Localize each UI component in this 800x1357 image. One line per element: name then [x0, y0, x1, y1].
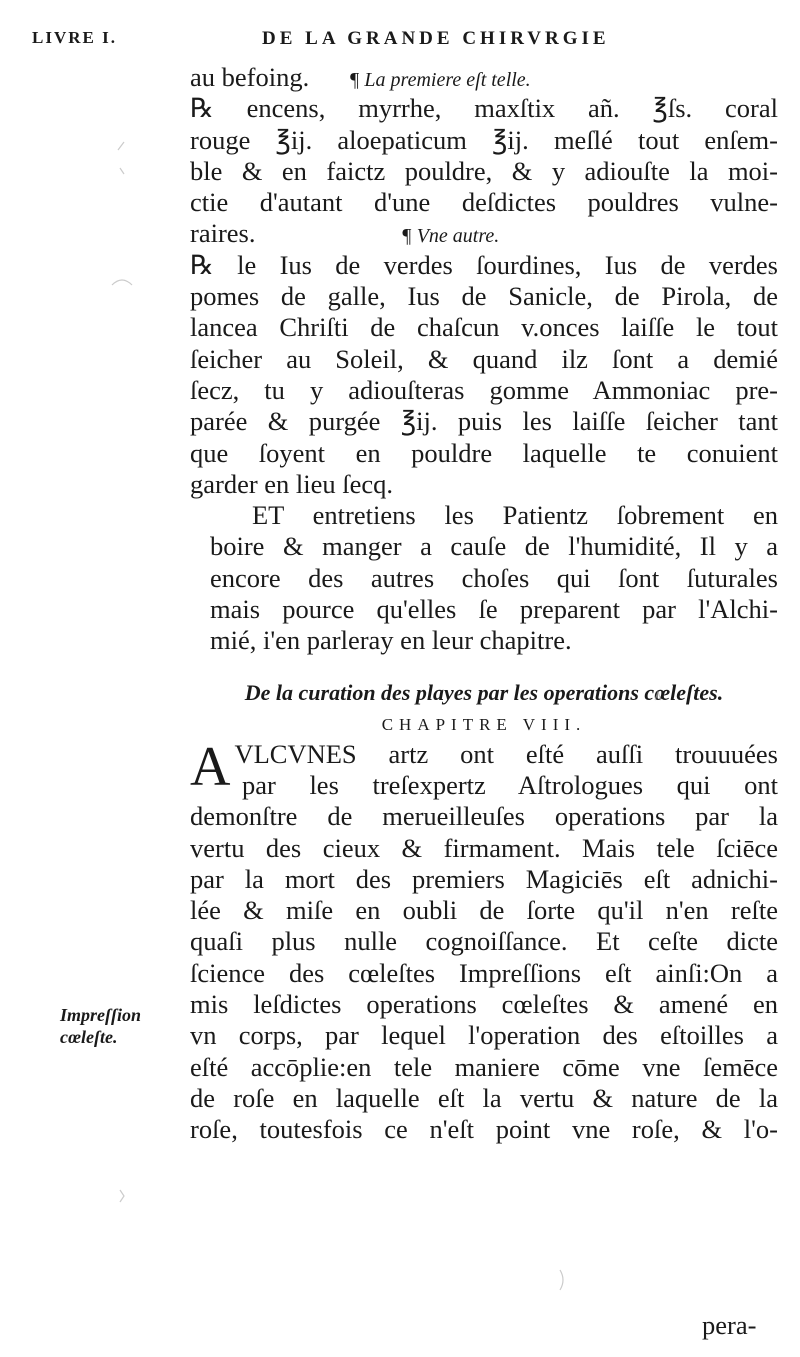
text-line: encore des autres choſes qui ſont ſuturales — [210, 562, 778, 593]
margin-note-line: cœleſte. — [60, 1027, 118, 1047]
paragraph-patients — [190, 500, 778, 656]
text-line: garder en lieu ſecq. — [190, 468, 394, 499]
paragraph-recipes — [190, 62, 778, 500]
text-line: mis leſdictes operations cœleſtes & amené en — [190, 989, 778, 1020]
line-text: au befoing. — [190, 62, 310, 92]
section-heading: De la curation des playes par les operations cœleſtes. — [244, 679, 724, 705]
text-line: mié, i'en parleray en leur chapitre. — [210, 625, 572, 656]
text-line: mais pource qu'elles ſe preparent par l'Alchi- — [210, 594, 778, 625]
text-line: ℞ encens, myrrhe, maxſtix añ. ℥ſs. coral — [190, 93, 778, 124]
text-line: roſe, toutesfois ce n'eſt point vne roſe, & l'o- — [190, 1114, 778, 1145]
catchword: pera- — [702, 1310, 757, 1340]
text-line: ſcience des cœleſtes Impreſſions eſt ainſi:On a — [190, 957, 778, 988]
text-line: demonſtre de merueilleuſes operations par la — [190, 801, 778, 832]
text-line: quaſi plus nulle cognoiſſance. Et ceſte dicte — [190, 926, 778, 957]
text-line: vertu des cieux & firmament. Mais tele ſciēce — [190, 832, 778, 863]
text-line: de roſe en laquelle eſt la vertu & nature de la — [190, 1082, 778, 1113]
drop-cap: A — [190, 735, 231, 798]
text-line: ſecz, tu y adiouſteras gomme Ammoniac pre- — [190, 374, 778, 405]
header-book-label: LIVRE I. — [32, 28, 117, 47]
text-line: ET entretiens les Patientz ſobrement en — [252, 500, 778, 531]
margin-note — [60, 1004, 190, 1048]
text-line — [190, 62, 778, 93]
text-line: ctie d'autant d'une deſdictes pouldres vulne- — [190, 187, 778, 218]
rubric: ¶ La premiere eſt telle. — [348, 69, 531, 91]
text-line: boire & manger a cauſe de l'humidité, Il y a — [210, 531, 778, 562]
text-line: vn corps, par lequel l'operation des eſtoilles a — [190, 1020, 778, 1051]
text-line: ℞ le Ius de verdes ſourdines, Ius de verdes — [190, 249, 778, 280]
text-line — [190, 218, 778, 249]
text-line: ſeicher au Soleil, & quand ilz ſont a demié — [190, 343, 778, 374]
text-line: par les treſexpertz Aſtrologues qui ont — [242, 769, 778, 800]
margin-note-line: Impreſſion — [60, 1005, 141, 1025]
text-line: rouge ℥ij. aloepaticum ℥ij. meſlé tout enſem- — [190, 124, 778, 155]
text-line: eſté accōplie:en tele maniere cōme vne ſemēce — [190, 1051, 778, 1082]
header-title: DE LA GRANDE CHIRVRGIE — [262, 28, 610, 49]
text-line: que ſoyent en pouldre laquelle te conuient — [190, 437, 778, 468]
text-line: lancea Chriſti de chaſcun v.onces laiſſe le tout — [190, 312, 778, 343]
line-text: VLCVNES artz ont eſté auſſi trouuuées — [234, 738, 778, 769]
chapter-body — [190, 735, 778, 1146]
line-text: raires. — [190, 218, 256, 249]
text-line: pomes de galle, Ius de Sanicle, de Pirola, de — [190, 281, 778, 312]
text-line: ble & en faictz pouldre, & y adiouſte la moi- — [190, 155, 778, 186]
rubric: ¶ Vne autre. — [401, 225, 500, 248]
text-line: par la mort des premiers Magiciēs eſt adnichi- — [190, 863, 778, 894]
chapter-label: CHAPITRE VIII. — [381, 714, 587, 734]
text-line: parée & purgée ℥ij. puis les laiſſe ſeicher tant — [190, 406, 778, 437]
running-header — [0, 20, 800, 60]
text-line: lée & miſe en oubli de ſorte qu'il n'en reſte — [190, 895, 778, 926]
main-text — [190, 62, 778, 1146]
